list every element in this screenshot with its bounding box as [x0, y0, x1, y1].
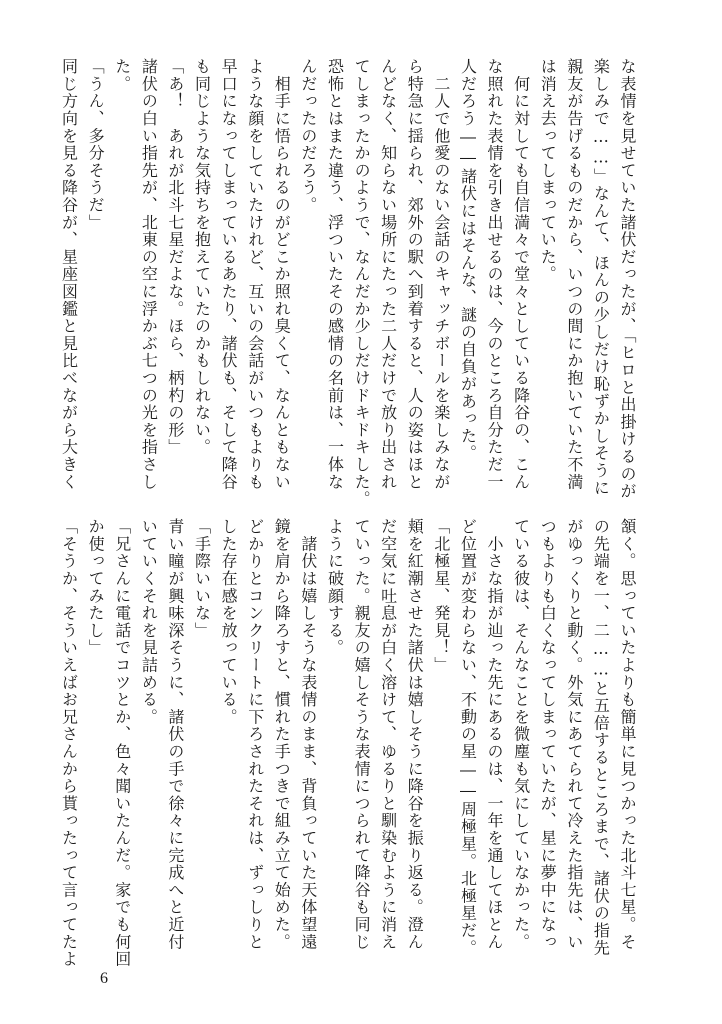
text-line: 人だろう――諸伏にはそんな、謎の自負があった。: [458, 58, 478, 462]
text-line: 同じ方向を見る降谷が、星座図鑑と見比べながら大きく: [59, 58, 79, 491]
text-line: 鏡を肩から降ろすと、慣れた手つきで組み立て始めた。: [272, 518, 292, 951]
text-line: 親友が告げるものだから、いつの間にか抱いていた不満: [564, 58, 584, 491]
text-line: ど位置が変わらない、不動の星――周極星。北極星だ。: [458, 518, 478, 957]
text-line: 楽しみで……」なんて、ほんの少しだけ恥ずかしそうに: [591, 58, 611, 497]
text-line: がゆっくりと動く。外気にあてられて冷えた指先は、い: [564, 518, 584, 951]
text-line: な表情を見せていた諸伏だったが、「ヒロと出掛けるのが: [618, 58, 637, 500]
text-line: ていった。親友の嬉しそうな表情につられて降谷も同じ: [352, 518, 372, 951]
text-line: した存在感を放っている。: [219, 518, 239, 726]
text-line: 青い瞳が興味深そうに、諸伏の手で徐々に完成へと近付: [165, 518, 185, 951]
text-line: 諸伏は嬉しそうな表情のまま、背負っていた天体望遠: [298, 518, 318, 951]
text-line: ている彼は、そんなことを微塵も気にしていなかった。: [511, 518, 531, 951]
text-line: だ空気に吐息が白く溶けて、ゆるりと馴染むように消え: [378, 518, 398, 951]
text-line: 小さな指が辿った先にあるのは、一年を通してほとん: [485, 518, 505, 951]
text-line: の先端を一、二……と五倍するところまで、諸伏の指先: [591, 518, 611, 957]
text-line: んだったのだろう。: [298, 58, 318, 214]
text-line: か使ってみたし」: [86, 518, 106, 657]
text-line: 何に対しても自信満々で堂々としている降谷の、こん: [511, 58, 531, 491]
text-line: た。: [112, 58, 132, 93]
text-line: 「あ！ あれが北斗七星だよな。ほら、柄杓の形」: [165, 58, 185, 456]
bottom-text-block: [59, 518, 640, 968]
text-line: どかりとコンクリートに下ろされたそれは、ずっしりと: [245, 518, 265, 951]
text-line: も同じような気持ちを抱えていたのかもしれない。: [192, 58, 212, 456]
text-line: 「兄さんに電話でコツとか、色々聞いたんだ。家でも何回: [112, 518, 132, 968]
text-line: 「手際いいな」: [192, 518, 212, 640]
text-line: 「北極星、発見！」: [431, 518, 451, 674]
text-line: な照れた表情を引き出せるのは、今のところ自分ただ一: [485, 58, 505, 491]
text-line: 頷く。思っていたよりも簡単に見つかった北斗七星。そ: [618, 518, 637, 951]
text-line: ら特急に揺られ、郊外の駅へ到着すると、人の姿はほと: [405, 58, 425, 491]
page-number: 6: [100, 970, 108, 987]
text-line: 恐怖とはまた違う、浮ついたその感情の名前は、一体な: [325, 58, 345, 491]
text-line: 相手に悟られるのがどこか照れ臭くて、なんともない: [272, 58, 292, 491]
top-text-block: [59, 58, 640, 508]
text-line: ように破顔する。: [325, 518, 345, 657]
text-line: んどなく、知らない場所にたった二人だけで放り出され: [378, 58, 398, 491]
text-line: いていくそれを見詰める。: [139, 518, 159, 726]
text-line: 頬を紅潮させた諸伏は嬉しそうに降谷を振り返る。澄ん: [405, 518, 425, 951]
text-line: 二人で他愛のない会話のキャッチボールを楽しみなが: [431, 58, 451, 491]
text-line: 「そうか、そういえばお兄さんから貰ったって言ってたよ: [59, 518, 79, 968]
text-line: ような顔をしていたけれど、互いの会話がいつもよりも: [245, 58, 265, 491]
text-line: 「うん、多分そうだ」: [86, 58, 106, 231]
text-line: てしまったかのようで、なんだか少しだけドキドキした。: [352, 58, 372, 508]
text-line: は消え去ってしまっていた。: [538, 58, 558, 283]
text-line: 早口になってしまっているあたり、諸伏も、そして降谷: [219, 58, 239, 491]
text-line: 諸伏の白い指先が、北東の空に浮かぶ七つの光を指さし: [139, 58, 159, 491]
text-line: つもよりも白くなってしまっていたが、星に夢中になっ: [538, 518, 558, 951]
